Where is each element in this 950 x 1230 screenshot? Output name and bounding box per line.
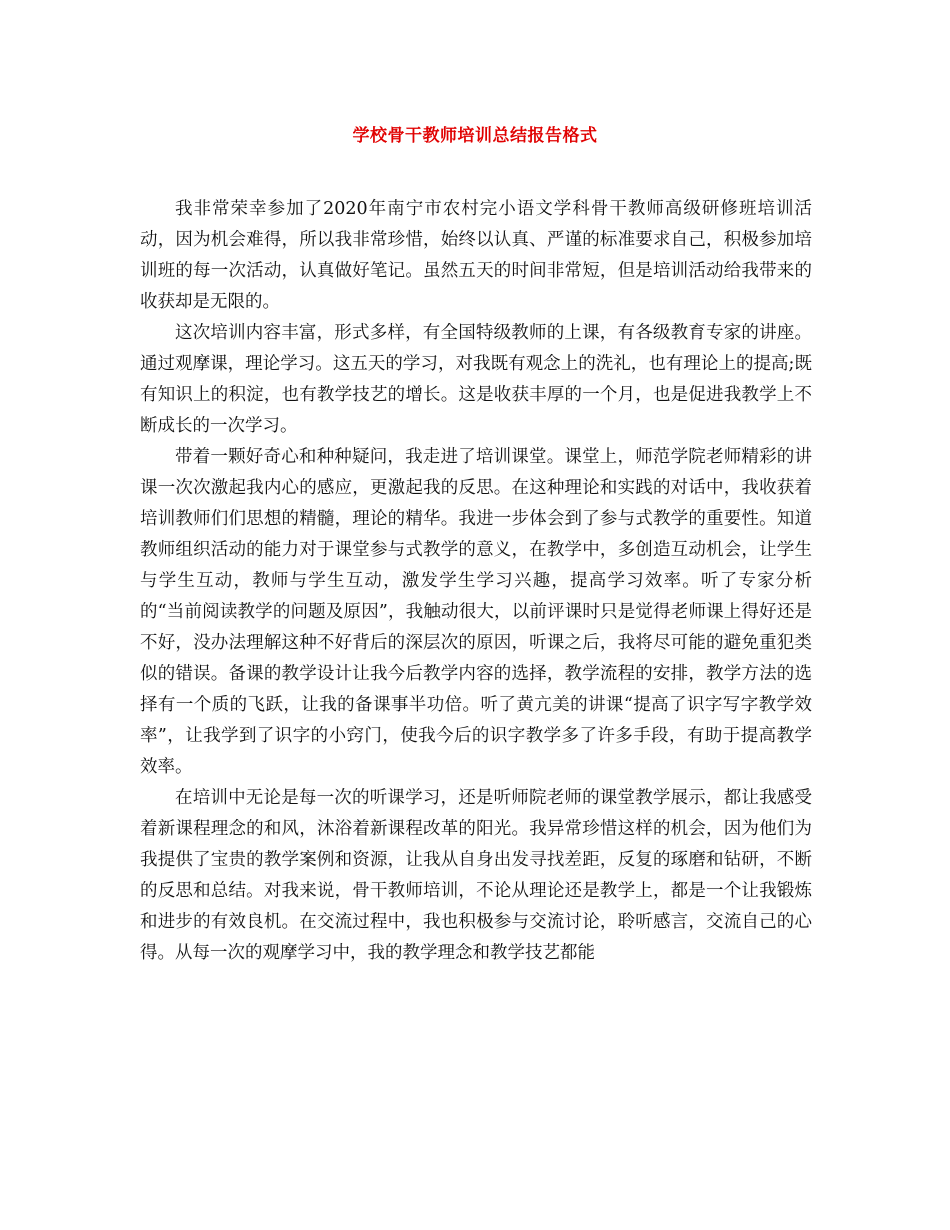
document-body — [140, 194, 812, 969]
paragraph-1: 我非常荣幸参加了2020年南宁市农村完小语文学科骨干教师高级研修班培训活动，因为机会难得，所以我非常珍惜，始终以认真、严谨的标准要求自己，积极参加培训班的每一次活动，认真做好笔记。虽然五天的时间非常短，但是培训活动给我带来的收获却是无限的。 — [140, 199, 812, 312]
paragraph-4: 在培训中无论是每一次的听课学习，还是听师院老师的课堂教学展示，都让我感受着新课程理念的和风，沐浴着新课程改革的阳光。我异常珍惜这样的机会，因为他们为我提供了宝贵的教学案例和资源，让我从自身出发寻找差距，反复的琢磨和钻研，不断的反思和总结。对我来说，骨干教师培训，不论从理论还是教学上，都是一个让我锻炼和进步的有效良机。在交流过程中，我也积极参与交流讨论，聆听感言，交流自己的心得。从每一次的观摩学习中，我的教学理念和教学技艺都能 — [140, 788, 812, 963]
paragraph-3: 带着一颗好奇心和种种疑问，我走进了培训课堂。课堂上，师范学院老师精彩的讲课一次次激起我内心的感应，更激起我的反思。在这种理论和实践的对话中，我收获着培训教师们们思想的精髓，理论的精华。我进一步体会到了参与式教学的重要性。知道教师组织活动的能力对于课堂参与式教学的意义，在教学中，多创造互动机会，让学生与学生互动，教师与学生互动，激发学生学习兴趣，提高学习效率。听了专家分析的“当前阅读教学的问题及原因”，我触动很大，以前评课时只是觉得老师课上得好还是不好，没办法理解这种不好背后的深层次的原因，听课之后，我将尽可能的避免重犯类似的错误。备课的教学设计让我今后教学内容的选择，教学流程的安排，教学方法的选择有一个质的飞跃，让我的备课事半功倍。听了黄亢美的讲课“提高了识字写字教学效率”，让我学到了识字的小窍门，使我今后的识字教学多了许多手段，有助于提高教学效率。 — [140, 447, 812, 777]
paragraph-2: 这次培训内容丰富，形式多样，有全国特级教师的上课，有各级教育专家的讲座。通过观摩课，理论学习。这五天的学习，对我既有观念上的洗礼，也有理论上的提高;既有知识上的积淀，也有教学技艺的增长。这是收获丰厚的一个月，也是促进我教学上不断成长的一次学习。 — [140, 323, 812, 436]
document-title: 学校骨干教师培训总结报告格式 — [352, 126, 598, 146]
